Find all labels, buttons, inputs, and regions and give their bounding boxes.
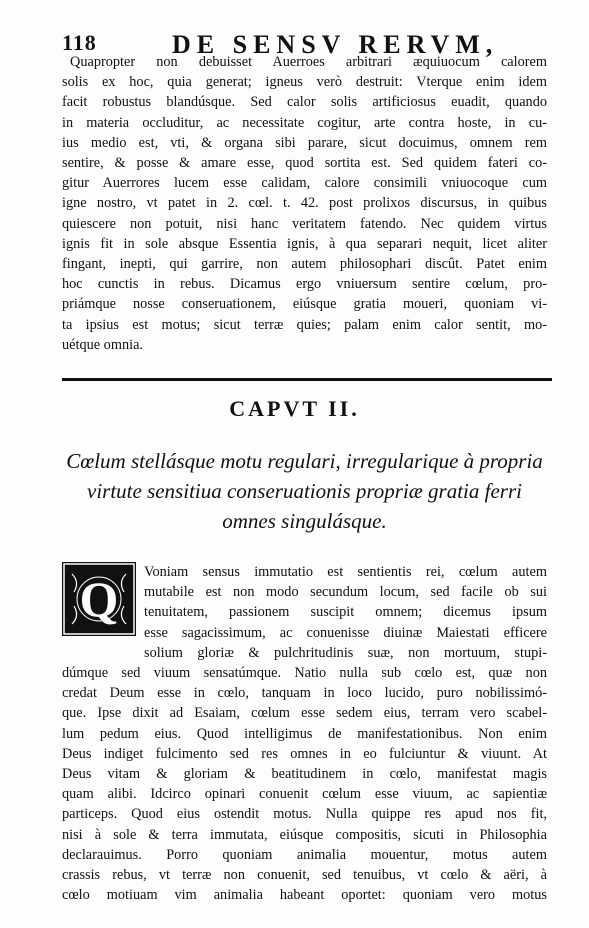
text-line: facit robustus blandúsque. Sed calor solis artificiosus euadit, quando xyxy=(62,94,547,111)
text-line: sentire, & posse & amare esse, quod sortita est. Sed quidem fateri co- xyxy=(62,155,547,172)
text-line: fingant, inepti, qui garrire, non autem philosophari discût. Patet enim xyxy=(62,256,547,273)
text-line: quam alibi. Idcirco opinari conuenit cœlum esse viuum, ac sapientiæ xyxy=(62,786,547,803)
text-line: particeps. Quod eius ostendit motus. Nulla quippe res apud nos fit, xyxy=(62,806,547,823)
text-line: quiescere non potuit, nisi hanc veritatem fatendo. Nec quidem virtus xyxy=(62,215,547,232)
text-line: mutabile est non modo secundum locum, sed facile ob sui xyxy=(144,584,547,601)
text-line: tenuitatem, passionem suscipit omnem; dicemus ipsum xyxy=(144,604,547,621)
text-line: dúmque sed viuum sensatúmque. Natio nulla sub cœlo est, quæ non xyxy=(62,665,547,682)
text-line: crassis rebus, vt terræ non conuenit, sed tenuibus, vt cœlo & aëri, à xyxy=(62,867,547,884)
text-line: priámque nosse conseruationem, eiúsque gratia moueri, quoniam vi- xyxy=(62,296,547,313)
text-line: hoc cunctis in rebus. Dicamus ergo vniuersum sentire cœlum, pro- xyxy=(62,276,547,293)
paragraph-2-body xyxy=(62,663,547,905)
text-line: solis ex hoc, quia generat; igneus verò destruit: Vterque enim idem xyxy=(62,74,547,91)
paragraph-2-opening xyxy=(144,562,547,663)
initial-letter: Q xyxy=(79,571,119,627)
chapter-summary: Cœlum stellásque motu regulari, irregularique à propria virtute sensitiua conseruationis propriæ gratia ferri omnes singulásque. xyxy=(66,449,543,533)
text-line: gitur Auerrores lucem esse calidam, calore consimili vniuocoque cum xyxy=(62,175,547,192)
text-line: uétque omnia. xyxy=(62,336,143,353)
paragraph-2 xyxy=(62,562,547,905)
running-title: DE SENSV RERVM, xyxy=(172,30,499,59)
paragraph-1 xyxy=(62,52,547,355)
text-line: nisi à sole & terra immutata, eiúsque compositis, sicuti in Philosophia xyxy=(62,826,547,843)
text-line: igne nostro, vt patet in 2. cœl. t. 42. post prolixos discursus, in quibus xyxy=(62,195,547,212)
text-line: ignis fit in sole absque Essentia ignis, à qua separari nequit, licet aliter xyxy=(62,235,547,252)
text-line: Voniam sensus immutatio est sentientis rei, cœlum autem xyxy=(144,564,547,580)
text-line: in materia occluditur, ac necessitate cogitur, arte contra hoste, in cu- xyxy=(62,114,547,131)
text-line: Deus indiget fulcimento sed res omnes in eo fulciuntur & viuunt. At xyxy=(62,745,547,762)
text-line: declarauimus. Porro quoniam animalia mouentur, motus autem xyxy=(62,846,547,863)
text-line: credat Deum esse in cœlo, tanquam in loco lucido, puro nobilissimó- xyxy=(62,685,547,702)
chapter-heading: CAPVT II. xyxy=(229,396,360,421)
text-line: ius medio est, vti, & organa sibi parare, sicut docuimus, omnem rem xyxy=(62,134,547,151)
text-line: lum pedum eius. Quod intelligimus de manifestationibus. Non enim xyxy=(62,725,547,742)
text-line: esse sagacissimum, ac conuenisse diuinæ Maiestati efficere xyxy=(144,624,547,641)
text-line: Deus vitam & gloriam & beatitudinem in cœlo, manifestat magis xyxy=(62,766,547,783)
text-line: que. Ipse dixit ad Esaiam, cœlum esse sedem eius, terram vero scabel- xyxy=(62,705,547,722)
section-rule xyxy=(62,378,552,381)
page-number: 118 xyxy=(62,30,97,55)
text-line: solium gloriæ & pulchritudinis suæ, non mortuum, stupi- xyxy=(144,644,547,661)
text-line: ta ipsius est motus; sicut terræ quies; palam enim calor sentit, mo- xyxy=(62,316,547,333)
text-line: cœlo motiuam vim animalia habeant oportet: quoniam vero motus xyxy=(62,887,547,904)
text-line: Quapropter non debuisset Auerroes arbitrari æquiuocum calorem xyxy=(70,54,547,70)
